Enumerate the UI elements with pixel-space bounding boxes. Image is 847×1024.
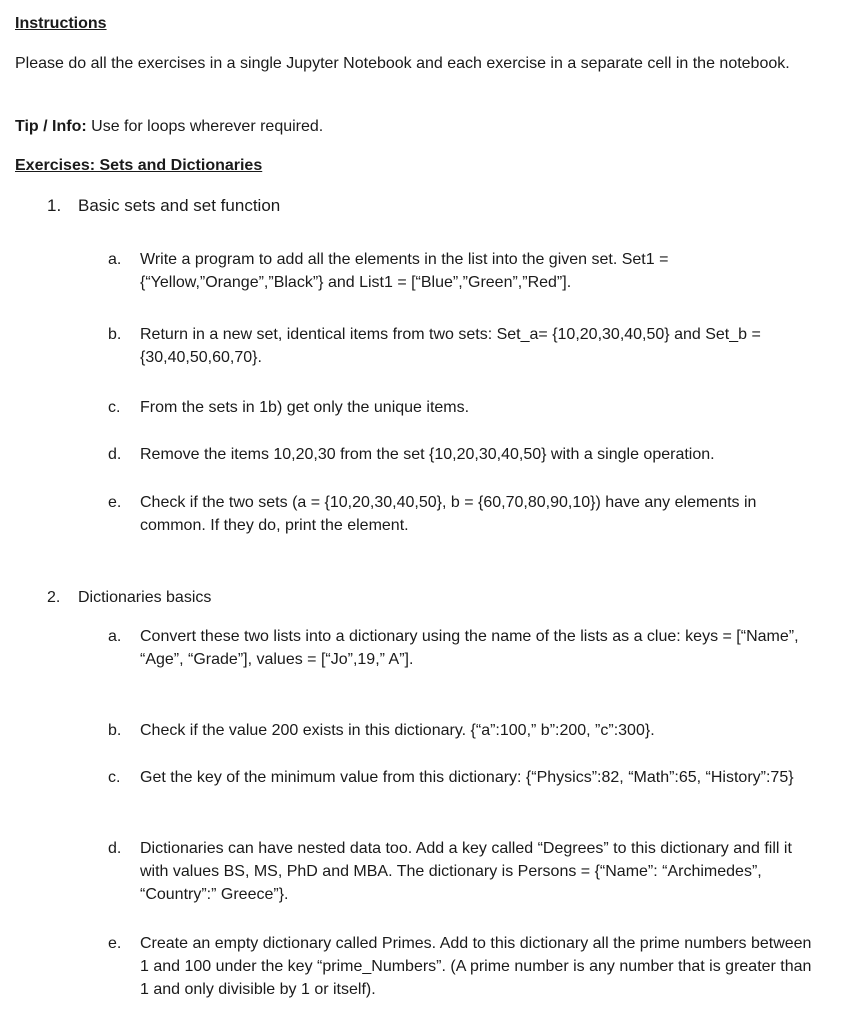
section-2-title [47, 586, 211, 609]
item-text: Convert these two lists into a dictionary using the name of the lists as a clue: keys = [“Name”, “Age”, “Grade”], values = [“Jo”,19,” A”]. [140, 628, 799, 668]
item-text: Check if the value 200 exists in this dictionary. {“a”:100,” b”:200, ”c”:300}. [140, 722, 655, 739]
item-letter: b. [108, 326, 122, 343]
item-letter: a. [108, 628, 122, 645]
exercises-heading: Exercises: Sets and Dictionaries [15, 157, 263, 174]
section-title: Basic sets and set function [78, 196, 281, 215]
item-text: Check if the two sets (a = {10,20,30,40,50}, b = {60,70,80,90,10}) have any elements in common. If they do, print the element. [140, 494, 757, 534]
item-letter: c. [108, 769, 121, 786]
tip-label: Tip / Info: [15, 118, 87, 135]
item-text: Dictionaries can have nested data too. Add a key called “Degrees” to this dictionary and fill it with values BS, MS, PhD and MBA. The dictionary is Persons = {“Name”: “Archimedes”, “Country”:” Greece”}. [140, 840, 792, 903]
section-title: Dictionaries basics [78, 589, 212, 606]
item-text: Write a program to add all the elements in the list into the given set. Set1 = {“Yellow,”Orange”,”Black”} and List1 = [“Blue”,”Green”,”Red”]. [140, 251, 669, 291]
item-text: From the sets in 1b) get only the unique items. [140, 399, 470, 416]
item-text: Create an empty dictionary called Primes. Add to this dictionary all the prime numbers between 1 and 100 under the key “prime_Numbers”. (A prime number is any number that is greater than 1 and only divisible by 1 or itself). [140, 935, 812, 998]
item-letter: b. [108, 722, 122, 739]
section-number: 1. [47, 196, 62, 215]
section-number: 2. [47, 589, 61, 606]
item-letter: e. [108, 935, 122, 952]
instructions-paragraph: Please do all the exercises in a single Jupyter Notebook and each exercise in a separate cell in the notebook. [15, 55, 790, 72]
item-letter: c. [108, 399, 121, 416]
tip-text: Use for loops wherever required. [86, 118, 324, 135]
item-text: Return in a new set, identical items from two sets: Set_a= {10,20,30,40,50} and Set_b = {30,40,50,60,70}. [140, 326, 761, 366]
section-1-title [47, 194, 280, 217]
item-letter: d. [108, 840, 122, 857]
item-text: Get the key of the minimum value from this dictionary: {“Physics”:82, “Math”:65, “History”:75} [140, 769, 794, 786]
tip-line [15, 115, 805, 138]
item-letter: a. [108, 251, 122, 268]
item-letter: d. [108, 446, 122, 463]
instructions-heading: Instructions [15, 15, 107, 32]
item-letter: e. [108, 494, 122, 511]
item-text: Remove the items 10,20,30 from the set {10,20,30,40,50} with a single operation. [140, 446, 715, 463]
